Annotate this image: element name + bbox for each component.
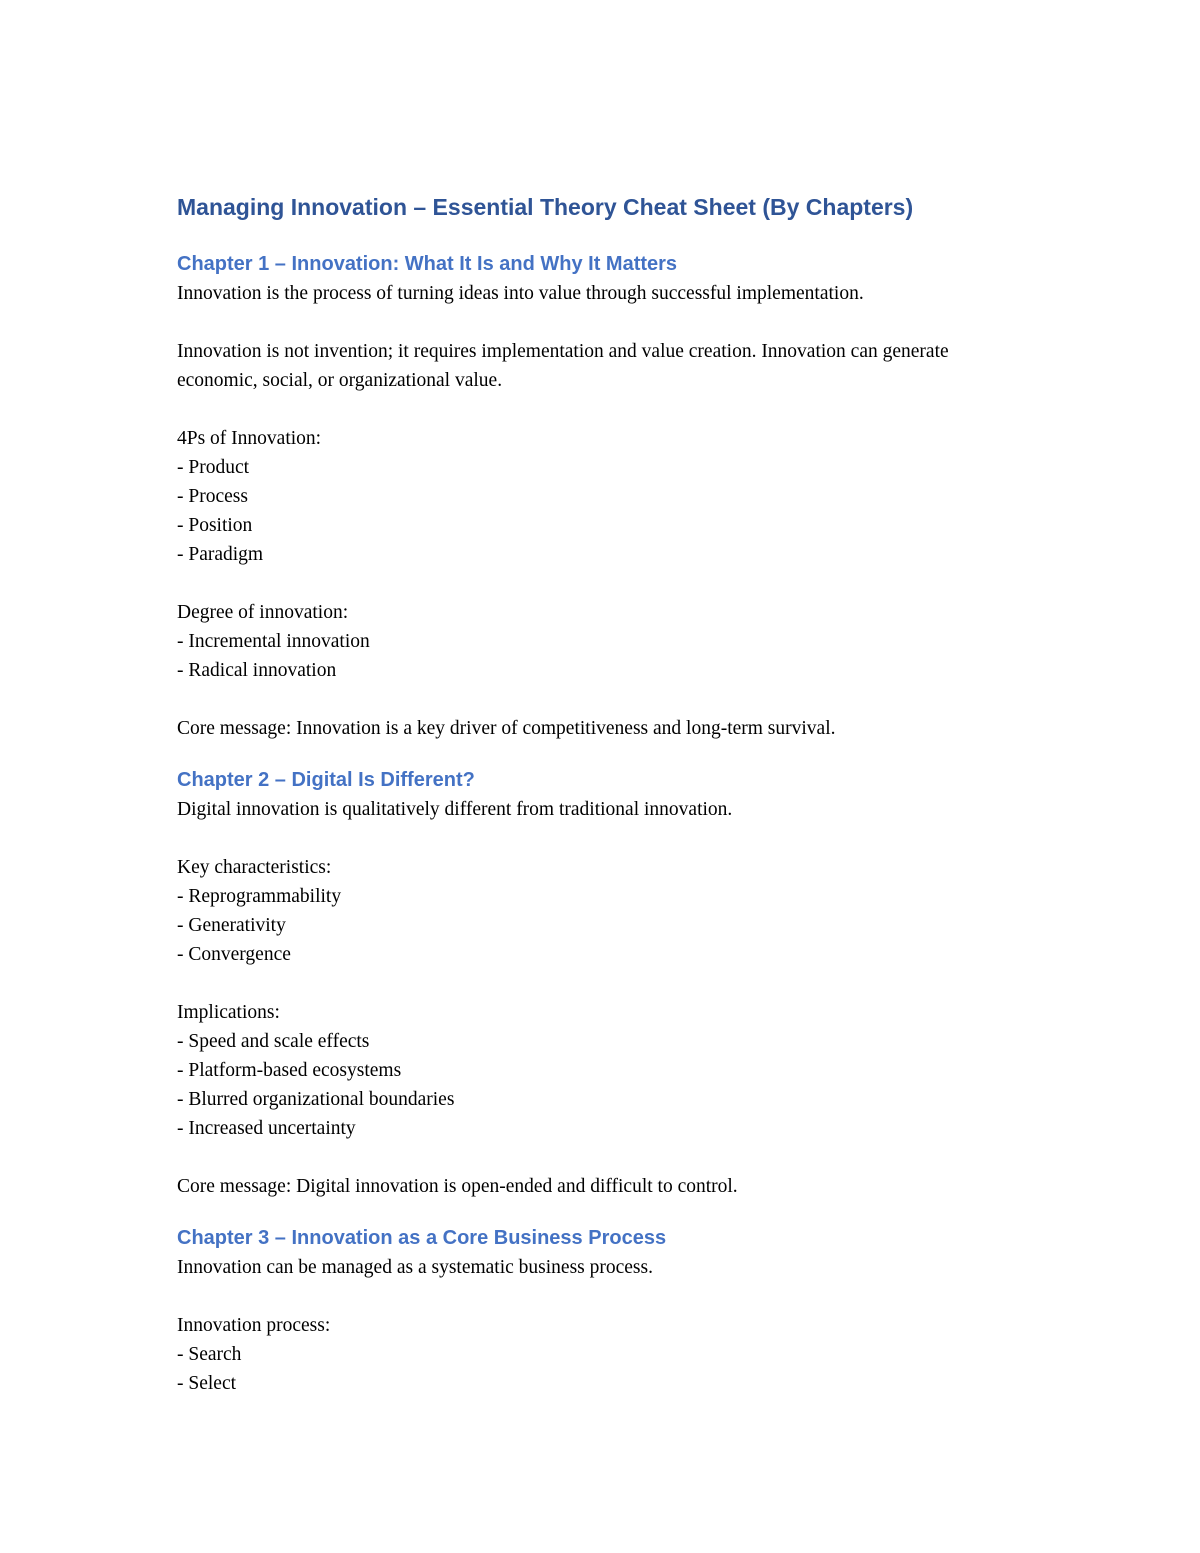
list-item: - Search [177, 1344, 242, 1365]
four-ps-label: 4Ps of Innovation: [177, 428, 322, 449]
list-item: - Convergence [177, 944, 291, 965]
characteristics-label: Key characteristics: [177, 857, 332, 878]
chapter-1-section [177, 250, 1037, 743]
list-item: - Blurred organizational boundaries [177, 1089, 455, 1110]
chapter-2-definition: Digital innovation is qualitatively different from traditional innovation. [177, 799, 733, 820]
implications-list [177, 1027, 1037, 1143]
chapter-1-definition: Innovation is the process of turning ideas into value through successful implementation. [177, 283, 864, 304]
list-item: - Speed and scale effects [177, 1031, 370, 1052]
list-item: - Reprogrammability [177, 886, 342, 907]
list-item: - Incremental innovation [177, 631, 370, 652]
chapter-2-heading: Chapter 2 – Digital Is Different? [177, 769, 475, 791]
chapter-3-section [177, 1224, 1037, 1398]
four-ps-list [177, 453, 1037, 569]
list-item: - Radical innovation [177, 660, 337, 681]
list-item: - Product [177, 457, 250, 478]
chapter-2-core-message: Core message: Digital innovation is open-ended and difficult to control. [177, 1176, 738, 1197]
list-item: - Select [177, 1373, 237, 1394]
degree-list [177, 627, 1037, 685]
list-item: - Process [177, 486, 248, 507]
process-list [177, 1340, 1037, 1398]
list-item: - Position [177, 515, 253, 536]
list-item: - Generativity [177, 915, 286, 936]
chapter-1-core-message: Core message: Innovation is a key driver of competitiveness and long-term survival. [177, 718, 836, 739]
chapter-2-section [177, 766, 1037, 1201]
chapter-1-heading: Chapter 1 – Innovation: What It Is and Why It Matters [177, 253, 678, 275]
list-item: - Increased uncertainty [177, 1118, 356, 1139]
process-label: Innovation process: [177, 1315, 331, 1336]
list-item: - Platform-based ecosystems [177, 1060, 402, 1081]
document-title: Managing Innovation – Essential Theory Cheat Sheet (By Chapters) [177, 194, 914, 220]
degree-label: Degree of innovation: [177, 602, 349, 623]
implications-label: Implications: [177, 1002, 280, 1023]
chapter-3-definition: Innovation can be managed as a systematic business process. [177, 1257, 653, 1278]
characteristics-list [177, 882, 1037, 969]
chapter-1-note: Innovation is not invention; it requires implementation and value creation. Innovation can generate economic, social, or organizational value. [177, 341, 949, 391]
list-item: - Paradigm [177, 544, 264, 565]
chapter-3-heading: Chapter 3 – Innovation as a Core Business Process [177, 1227, 667, 1249]
document-page [177, 188, 1037, 1398]
